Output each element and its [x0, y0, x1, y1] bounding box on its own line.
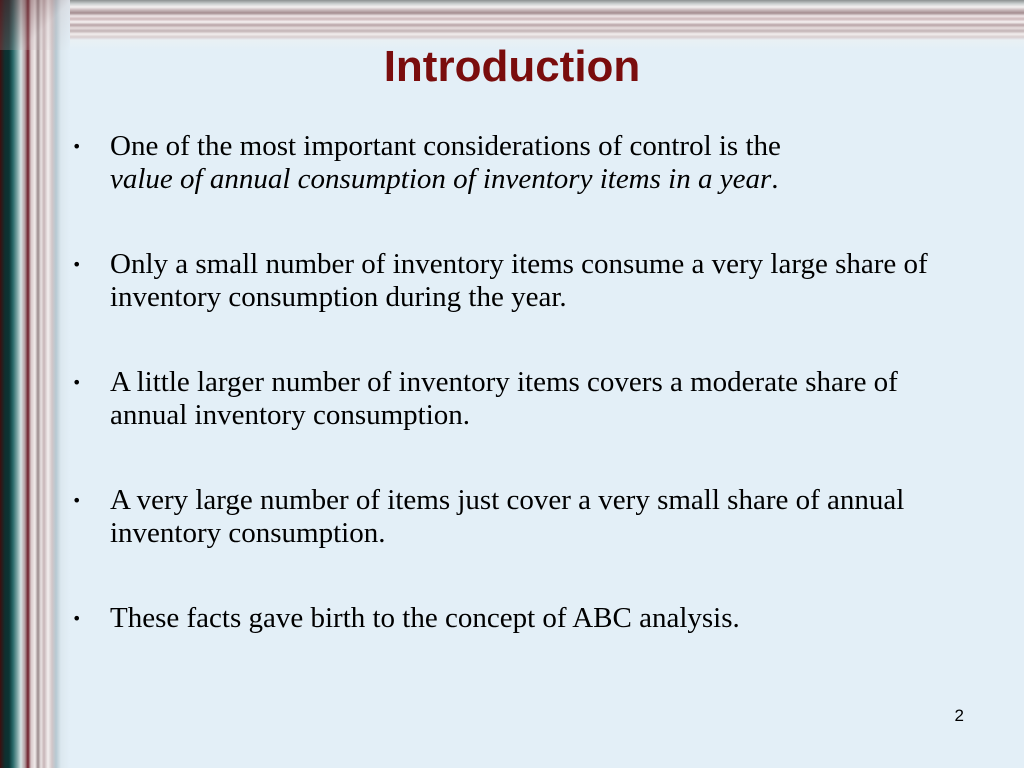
bullet-item-3 — [72, 366, 972, 432]
bullet-dot-icon: • — [72, 491, 82, 510]
bullet-italic-text: value of annual consumption of inventory items in a year — [110, 163, 772, 195]
bullet-dot-icon: • — [72, 609, 82, 628]
bullet-text: A little larger number of inventory items covers a moderate share of annual inventory consumption. — [110, 366, 898, 431]
page-number: 2 — [954, 706, 964, 725]
bullet-dot-icon: • — [72, 137, 82, 156]
slide-title: Introduction — [383, 42, 641, 91]
bullet-text: Only a small number of inventory items consume a very large share of inventory consumption during the year. — [110, 248, 928, 313]
bullet-item-5 — [72, 602, 972, 635]
bullet-dot-icon: • — [72, 373, 82, 392]
bullet-text: One of the most important considerations of control is the — [110, 130, 781, 162]
bullet-list — [72, 130, 972, 687]
decorative-frame-left — [0, 0, 70, 768]
bullet-dot-icon: • — [72, 255, 82, 274]
bullet-item-1 — [72, 130, 972, 196]
bullet-text: A very large number of items just cover a very small share of annual inventory consumption. — [110, 484, 905, 549]
bullet-text: These facts gave birth to the concept of ABC analysis. — [110, 602, 740, 634]
bullet-suffix: . — [771, 163, 779, 195]
bullet-item-2 — [72, 248, 972, 314]
bullet-item-4 — [72, 484, 972, 550]
